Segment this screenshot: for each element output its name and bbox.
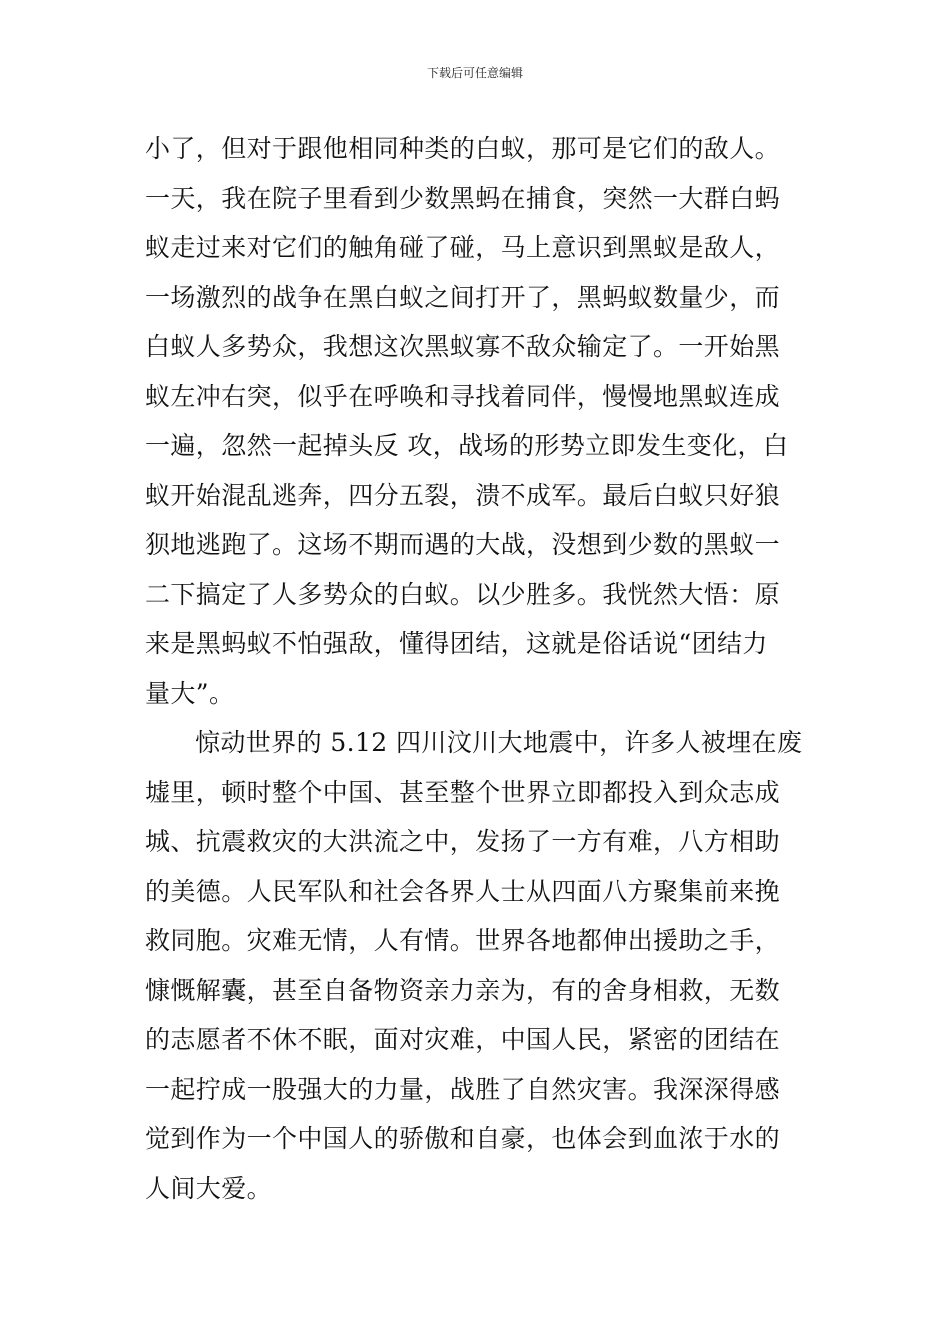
text-line: 一天，我在院子里看到少数黑蚂在捕食，突然一大群白蚂	[145, 183, 781, 213]
text-line: 蚁走过来对它们的触角碰了碰，马上意识到黑蚁是敌人，	[145, 233, 781, 262]
paragraph-earthquake	[145, 718, 807, 1213]
text-line: 慷慨解囊，甚至自备物资亲力亲为，有的舍身相救，无数	[145, 975, 781, 1005]
text-line: 救同胞。灾难无情，人有情。世界各地都伸出援助之手，	[145, 926, 781, 955]
text-line: 蚁开始混乱逃奔，四分五裂，溃不成军。最后白蚁只好狼	[145, 480, 781, 510]
text-line: 量大”。	[145, 678, 235, 708]
text-line: 一遍，忽然一起掉头反 攻，战场的形势立即发生变化，白	[145, 431, 789, 460]
text-line: 城、抗震救灾的大洪流之中，发扬了一方有难，八方相助	[145, 827, 781, 856]
text-line: 墟里，顿时整个中国、甚至整个世界立即都投入到众志成	[145, 777, 781, 807]
page-header: 下载后可任意编辑	[426, 66, 523, 80]
document-body	[145, 124, 807, 1213]
text-line: 一场激烈的战争在黑白蚁之间打开了，黑蚂蚁数量少，而	[145, 282, 781, 312]
paragraph-ants	[145, 124, 807, 718]
text-line: 蚁左冲右突，似乎在呼唤和寻找着同伴，慢慢地黑蚁连成	[145, 381, 781, 411]
text-line: 来是黑蚂蚁不怕强敌，懂得团结，这就是俗话说“团结力	[145, 629, 768, 658]
text-line: 觉到作为一个中国人的骄傲和自豪，也体会到血浓于水的	[145, 1124, 781, 1153]
text-line: 的志愿者不休不眠，面对灾难，中国人民，紧密的团结在	[145, 1025, 781, 1054]
text-line-indented: 惊动世界的 5.12 四川汶川大地震中，许多人被埋在废	[195, 728, 803, 757]
text-line: 狈地逃跑了。这场不期而遇的大战，没想到少数的黑蚁一	[145, 530, 781, 559]
text-line: 的美德。人民军队和社会各界人士从四面八方聚集前来挽	[145, 876, 781, 906]
text-line: 人间大爱。	[145, 1173, 273, 1203]
text-line: 小了，但对于跟他相同种类的白蚁，那可是它们的敌人。	[145, 134, 781, 163]
text-line: 白蚁人多势众，我想这次黑蚁寡不敌众输定了。一开始黑	[145, 332, 781, 361]
text-line: 一起拧成一股强大的力量，战胜了自然灾害。我深深得感	[145, 1074, 781, 1104]
text-line: 二下搞定了人多势众的白蚁。以少胜多。我恍然大悟：原	[145, 579, 781, 609]
